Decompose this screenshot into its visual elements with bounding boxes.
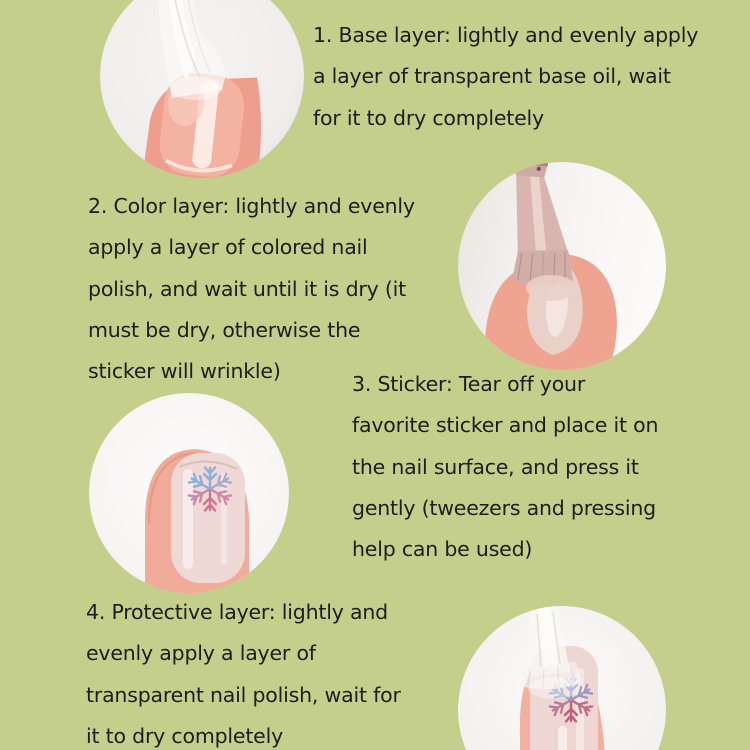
step4-photo: [458, 606, 666, 750]
instruction-line: 3. Sticker: Tear off your: [352, 372, 586, 396]
instruction-line: sticker will wrinkle): [88, 359, 281, 384]
color-coat-illustration: [458, 162, 666, 370]
step4-instructions: [86, 592, 401, 750]
wet-polish-shine: [528, 677, 580, 699]
instruction-line: a layer of transparent base oil, wait: [313, 64, 671, 89]
sticker-illustration: [89, 393, 289, 593]
instruction-line: apply a layer of colored nail: [88, 235, 368, 260]
step1-instructions: [313, 15, 698, 139]
instruction-line: polish, and wait until it is dry (it: [88, 276, 407, 301]
step3-photo: [89, 393, 289, 593]
step2-photo: [458, 162, 666, 370]
wet-polish-shine: [170, 76, 222, 100]
instruction-line: 2. Color layer: lightly and evenly: [88, 194, 415, 218]
instruction-line: for it to dry completely: [313, 105, 544, 130]
finger: [145, 449, 249, 593]
top-coat-illustration: [458, 606, 666, 750]
base-coat-illustration: [100, 0, 304, 178]
applied-polish: [526, 275, 576, 301]
step2-instructions: [88, 186, 415, 392]
instruction-line: gently (tweezers and pressing: [352, 495, 656, 520]
instruction-line: 1. Base layer: lightly and evenly apply: [313, 23, 699, 47]
step1-photo: [100, 0, 304, 178]
instruction-line: help can be used): [352, 537, 533, 562]
instruction-line: evenly apply a layer of: [86, 641, 316, 666]
instruction-line: must be dry, otherwise the: [88, 317, 361, 342]
instruction-line: transparent nail polish, wait for: [86, 682, 401, 707]
step3-instructions: [352, 364, 658, 570]
instruction-line: 4. Protective layer: lightly and: [86, 600, 388, 624]
instruction-line: the nail surface, and press it: [352, 454, 639, 479]
instruction-line: favorite sticker and place it on: [352, 413, 659, 438]
instruction-line: it to dry completely: [86, 723, 284, 748]
